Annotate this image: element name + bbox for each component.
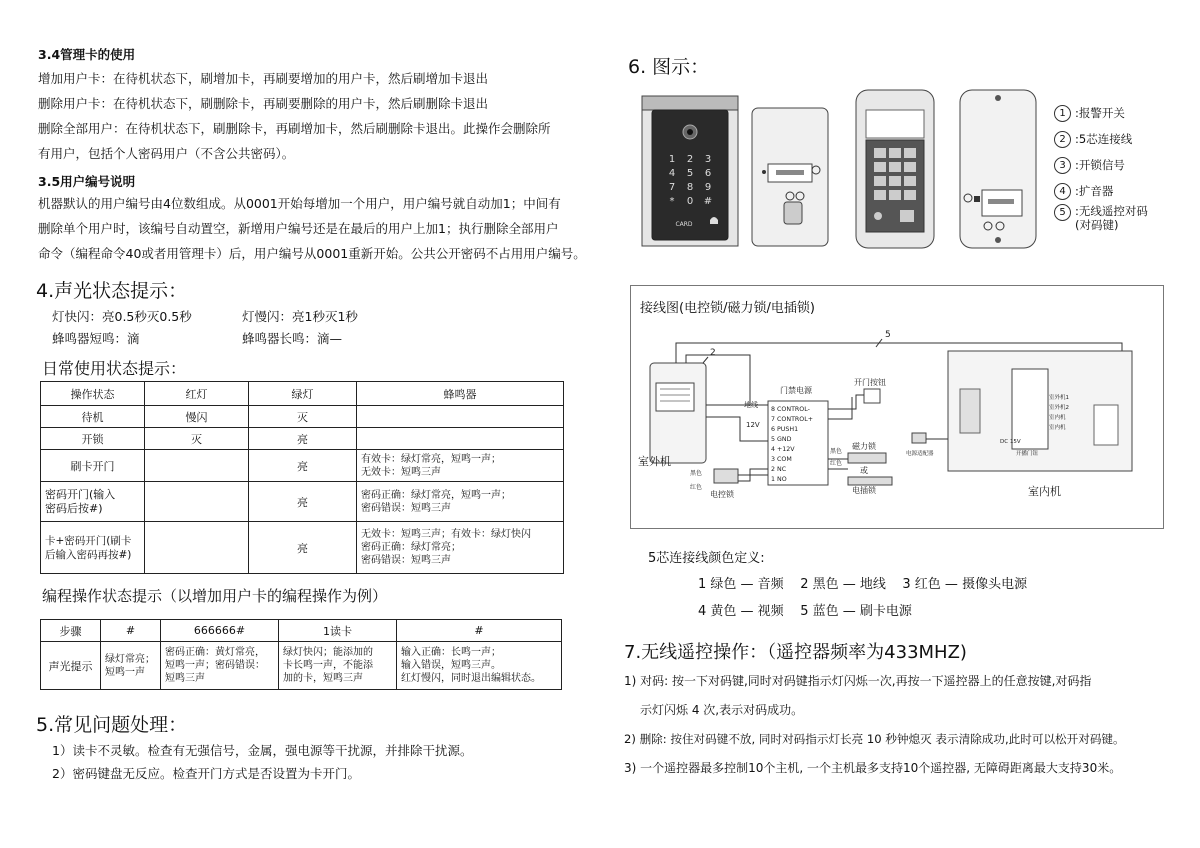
svg-text:红色: 红色 — [690, 484, 703, 491]
hint-long-beep: 蜂鸣器长鸣：滴— — [242, 331, 343, 346]
svg-text:地线: 地线 — [744, 401, 758, 409]
indoor-label: 室内机 — [1028, 485, 1061, 498]
section-5-title: 5.常见问题处理： — [36, 714, 188, 736]
s35-line-2: 删除单个用户时，该编号自动置空，新增用户编号还是在最后的用户上加1；执行删除全部用户 — [38, 221, 559, 236]
col-header: 操作状态 — [41, 382, 145, 406]
table-row — [41, 642, 562, 690]
key: * — [669, 196, 675, 207]
svg-text:黑色: 黑色 — [830, 448, 843, 455]
s5-line-1: 1）读卡不灵敏。检查有无强信号，金属，强电源等干扰源，并排除干扰源。 — [52, 743, 473, 758]
cell: 亮 — [249, 428, 357, 450]
table-row — [41, 406, 564, 428]
svg-text:室内机: 室内机 — [1049, 415, 1066, 421]
cell: 待机 — [41, 406, 145, 428]
cell: 密码正确：黄灯常亮， 短鸣一声；密码错误： 短鸣三声 — [161, 642, 279, 690]
svg-text:5 GND: 5 GND — [771, 436, 792, 443]
svg-text:2 NC: 2 NC — [771, 466, 787, 473]
col-header: # — [101, 620, 161, 642]
hint-slow-flash: 灯慢闪：亮1秒灭1秒 — [242, 309, 358, 324]
key: 3 — [704, 154, 712, 165]
cell: 无效卡：短鸣三声；有效卡：绿灯快闪 密码正确：绿灯常亮； 密码错误：短鸣三声 — [357, 522, 564, 574]
table-row — [41, 428, 564, 450]
legend-item: 3 :开锁信号 — [1054, 152, 1148, 178]
legend-item: 1 :报警开关 — [1054, 100, 1148, 126]
hint-fast-flash: 灯快闪：亮0.5秒灭0.5秒 — [52, 309, 192, 324]
legend-item: 2 :5芯连接线 — [1054, 126, 1148, 152]
cell — [145, 522, 249, 574]
svg-text:电插锁: 电插锁 — [852, 486, 876, 495]
svg-text:电源适配器: 电源适配器 — [906, 451, 934, 457]
svg-text:开门按钮: 开门按钮 — [854, 378, 886, 387]
key: 7 — [668, 182, 676, 193]
color-def-line-1: 1 绿色 — 音频 2 黑色 — 地线 3 红色 — 摄像头电源 — [698, 577, 1028, 592]
wiring-title: 接线图(电控锁/磁力锁/电插锁) — [640, 301, 815, 316]
s34-line-2: 删除用户卡：在待机状态下，刷删除卡，再刷要删除的用户卡，然后刷删除卡退出 — [38, 96, 489, 111]
product-illustration — [638, 86, 1048, 256]
color-def-line-2: 4 黄色 — 视频 5 蓝色 — 刷卡电源 — [698, 604, 912, 619]
cell: 灭 — [145, 428, 249, 450]
s35-line-1: 机器默认的用户编号由4位数组成。从0001开始每增加一个用户，用户编号就自动加1；中间有 — [38, 196, 561, 211]
svg-text:3 COM: 3 COM — [771, 456, 792, 463]
svg-text:8 CONTROL-: 8 CONTROL- — [771, 406, 810, 413]
cell: 绿灯常亮； 短鸣一声 — [101, 642, 161, 690]
cell: 卡+密码开门(刷卡 后输入密码再按#) — [41, 522, 145, 574]
s7-line-3: 2) 删除: 按住对码键不放, 同时对码指示灯长亮 10 秒钟熄灭 表示清除成功,此时可以松开对码键。 — [624, 732, 1125, 746]
svg-text:DC 15V: DC 15V — [1000, 439, 1021, 445]
section-4-title: 4.声光状态提示： — [36, 280, 188, 302]
svg-text:室外机1: 室外机1 — [1049, 395, 1069, 401]
legend-item: 4 :扩音器 — [1054, 178, 1148, 204]
svg-text:室外机2: 室外机2 — [1049, 405, 1069, 411]
col-header: 步骤 — [41, 620, 101, 642]
cell: 密码正确：绿灯常亮，短鸣一声； 密码错误：短鸣三声 — [357, 482, 564, 522]
svg-text:或: 或 — [860, 466, 868, 475]
col-header: 红灯 — [145, 382, 249, 406]
cell: 亮 — [249, 450, 357, 482]
cell: 密码开门(输入 密码后按#) — [41, 482, 145, 522]
col-header: # — [397, 620, 562, 642]
cell: 亮 — [249, 482, 357, 522]
key: 6 — [704, 168, 712, 179]
svg-text:开播门钮: 开播门钮 — [1016, 451, 1039, 457]
key: 0 — [686, 196, 694, 207]
svg-text:7 CONTROL+: 7 CONTROL+ — [771, 416, 814, 423]
key: # — [703, 196, 713, 207]
table-row — [41, 522, 564, 574]
key: 4 — [668, 168, 676, 179]
cell: 灭 — [249, 406, 357, 428]
svg-text:5: 5 — [885, 330, 891, 340]
svg-text:1 NO: 1 NO — [771, 476, 787, 483]
cell: 刷卡开门 — [41, 450, 145, 482]
power-title: 门禁电源 — [780, 386, 812, 395]
color-def-title: 5芯连接线颜色定义: — [648, 551, 765, 566]
table-row — [41, 482, 564, 522]
indoor-unit-back — [960, 90, 1036, 248]
section-6-title: 6. 图示： — [628, 56, 710, 78]
section-3-5-title: 3.5用户编号说明 — [38, 174, 136, 189]
s7-line-2: 示灯闪烁 4 次,表示对码成功。 — [640, 703, 804, 717]
daily-title: 日常使用状态提示： — [42, 359, 187, 378]
svg-text:红色: 红色 — [830, 460, 843, 467]
table-row — [41, 450, 564, 482]
section-3-4-title: 3.4管理卡的使用 — [38, 47, 136, 62]
cell: 输入正确：长鸣一声； 输入错误，短鸣三声。 红灯慢闪，同时退出编辑状态。 — [397, 642, 562, 690]
outdoor-label: 室外机 — [638, 455, 671, 468]
s34-line-4: 有用户，包括个人密码用户（不含公共密码）。 — [38, 146, 295, 161]
s7-line-4: 3) 一个遥控器最多控制10个主机, 一个主机最多支持10个遥控器, 无障碍距离最大支持30米。 — [624, 761, 1122, 775]
svg-text:黑色: 黑色 — [690, 470, 703, 477]
outdoor-unit-front — [642, 96, 738, 246]
key: 2 — [686, 154, 694, 165]
svg-text:磁力锁: 磁力锁 — [852, 442, 876, 451]
key: 1 — [668, 154, 676, 165]
cell — [145, 482, 249, 522]
svg-text:电控锁: 电控锁 — [710, 490, 734, 499]
col-header: 蜂鸣器 — [357, 382, 564, 406]
cell — [145, 450, 249, 482]
svg-text:室内机: 室内机 — [1049, 425, 1066, 431]
cell: 开锁 — [41, 428, 145, 450]
wiring-diagram — [630, 285, 1162, 527]
svg-text:2: 2 — [710, 348, 716, 358]
s5-line-2: 2）密码键盘无反应。检查开门方式是否设置为卡开门。 — [52, 766, 360, 781]
col-header: 666666# — [161, 620, 279, 642]
s34-line-3: 删除全部用户：在待机状态下，刷删除卡，再刷增加卡，然后刷删除卡退出。此操作会删除所 — [38, 121, 551, 136]
col-header: 绿灯 — [249, 382, 357, 406]
cell: 慢闪 — [145, 406, 249, 428]
cell: 绿灯快闪；能添加的 卡长鸣一声，不能添 加的卡，短鸣三声 — [279, 642, 397, 690]
s34-line-1: 增加用户卡：在待机状态下，刷增加卡，再刷要增加的用户卡，然后刷增加卡退出 — [38, 71, 489, 86]
key: 5 — [686, 168, 694, 179]
svg-text:12V: 12V — [746, 421, 760, 429]
legend-item: 5 :无线遥控对码 (对码键) — [1054, 204, 1148, 238]
cell: 亮 — [249, 522, 357, 574]
cell — [357, 428, 564, 450]
prog-title: 编程操作状态提示（以增加用户卡的编程操作为例） — [42, 587, 388, 605]
card-label: CARD — [675, 221, 693, 228]
col-header: 1读卡 — [279, 620, 397, 642]
key: 9 — [704, 182, 712, 193]
outdoor-unit-back — [752, 108, 828, 246]
svg-text:4 +12V: 4 +12V — [771, 446, 795, 453]
cell: 有效卡：绿灯常亮，短鸣一声； 无效卡：短鸣三声 — [357, 450, 564, 482]
prog-status-table — [40, 619, 562, 690]
svg-text:6 PUSH1: 6 PUSH1 — [771, 426, 799, 433]
cell: 声光提示 — [41, 642, 101, 690]
daily-status-table — [40, 381, 564, 574]
indoor-unit-front — [856, 90, 934, 248]
diagram-legend — [1054, 100, 1148, 238]
s35-line-3: 命令（编程命令40或者用管理卡）后，用户编号从0001重新开始。公共公开密码不占用用户编号。 — [38, 246, 586, 261]
s7-line-1: 1) 对码: 按一下对码键,同时对码键指示灯闪烁一次,再按一下遥控器上的任意按键,对码指 — [624, 674, 1092, 688]
section-7-title: 7.无线遥控操作：（遥控器频率为433MHZ) — [624, 642, 967, 663]
key: 8 — [686, 182, 694, 193]
hint-short-beep: 蜂鸣器短鸣：滴 — [52, 331, 140, 346]
cell — [357, 406, 564, 428]
